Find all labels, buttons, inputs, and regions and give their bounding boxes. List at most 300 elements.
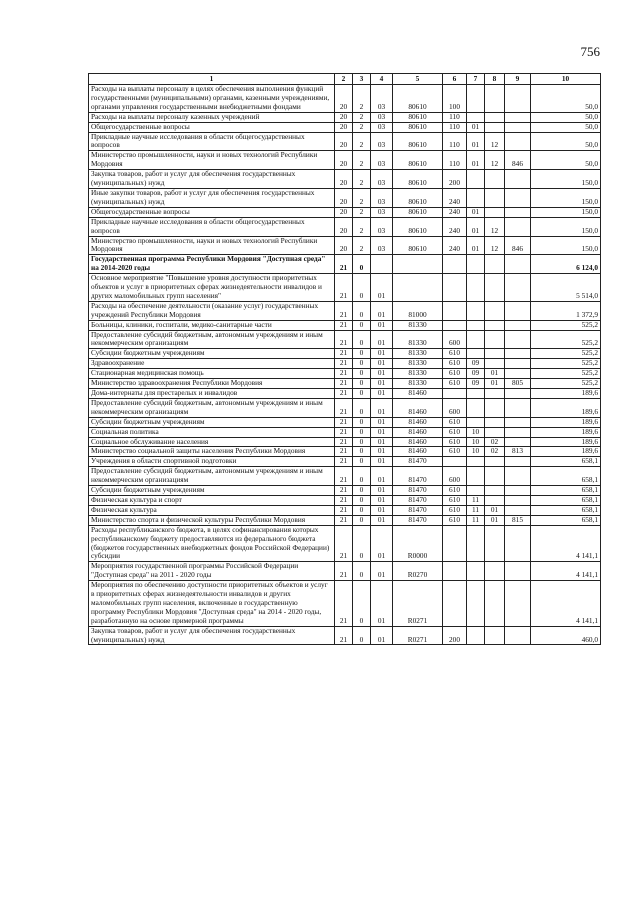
code-col-4: 03	[371, 85, 393, 113]
code-col-4: 03	[371, 132, 393, 151]
code-col-7: 11	[467, 515, 485, 525]
column-header: 6	[443, 74, 467, 85]
code-col-3: 0	[353, 447, 371, 457]
row-amount: 189,6	[531, 389, 601, 399]
code-col-2: 21	[335, 515, 353, 525]
column-header: 9	[505, 74, 531, 85]
table-row	[89, 417, 601, 427]
code-col-6: 100	[443, 85, 467, 113]
row-amount: 189,6	[531, 447, 601, 457]
table-row	[89, 320, 601, 330]
code-col-2: 21	[335, 562, 353, 581]
code-col-3: 0	[353, 369, 371, 379]
code-col-5: 81000	[393, 301, 443, 320]
code-col-6: 610	[443, 447, 467, 457]
code-col-8: 01	[485, 369, 505, 379]
code-col-7	[467, 486, 485, 496]
code-col-3: 0	[353, 515, 371, 525]
code-col-6: 600	[443, 398, 467, 417]
code-col-3: 2	[353, 112, 371, 122]
code-col-7	[467, 349, 485, 359]
code-col-4: 01	[371, 515, 393, 525]
code-col-8	[485, 457, 505, 467]
row-name: Министерство спорта и физической культуры Республики Мордовия	[89, 515, 335, 525]
code-col-9	[505, 274, 531, 302]
code-col-8	[485, 626, 505, 645]
row-amount: 658,1	[531, 495, 601, 505]
code-col-7: 01	[467, 151, 485, 170]
code-col-2: 20	[335, 151, 353, 170]
code-col-9	[505, 581, 531, 627]
code-col-6	[443, 581, 467, 627]
table-row	[89, 170, 601, 189]
row-name: Учреждения в области спортивной подготовки	[89, 457, 335, 467]
code-col-5: R0270	[393, 562, 443, 581]
code-col-7	[467, 85, 485, 113]
code-col-8	[485, 581, 505, 627]
row-amount: 460,0	[531, 626, 601, 645]
row-amount: 6 124,0	[531, 255, 601, 274]
code-col-9: 815	[505, 515, 531, 525]
code-col-6: 610	[443, 486, 467, 496]
code-col-2: 20	[335, 132, 353, 151]
code-col-8	[485, 359, 505, 369]
code-col-2: 21	[335, 437, 353, 447]
row-name: Предоставление субсидий бюджетным, автономным учреждениям и иным некоммерческим организациям	[89, 398, 335, 417]
row-name: Социальное обслуживание населения	[89, 437, 335, 447]
code-col-4: 01	[371, 398, 393, 417]
code-col-9	[505, 427, 531, 437]
code-col-5: 80610	[393, 236, 443, 255]
code-col-7: 01	[467, 122, 485, 132]
code-col-6	[443, 389, 467, 399]
row-amount: 50,0	[531, 85, 601, 113]
column-header: 5	[393, 74, 443, 85]
table-row	[89, 122, 601, 132]
code-col-7	[467, 467, 485, 486]
code-col-3: 2	[353, 151, 371, 170]
row-amount: 4 141,1	[531, 562, 601, 581]
code-col-9	[505, 369, 531, 379]
row-amount: 658,1	[531, 457, 601, 467]
column-header: 10	[531, 74, 601, 85]
column-header: 3	[353, 74, 371, 85]
table-row	[89, 255, 601, 274]
row-amount: 658,1	[531, 467, 601, 486]
table-row	[89, 236, 601, 255]
code-col-8: 02	[485, 437, 505, 447]
code-col-8	[485, 274, 505, 302]
row-amount: 150,0	[531, 217, 601, 236]
code-col-9	[505, 207, 531, 217]
code-col-7: 09	[467, 359, 485, 369]
code-col-9	[505, 389, 531, 399]
code-col-3: 0	[353, 457, 371, 467]
row-name: Предоставление субсидий бюджетным, автономным учреждениям и иным некоммерческим организациям	[89, 330, 335, 349]
table-row	[89, 495, 601, 505]
code-col-2: 21	[335, 495, 353, 505]
table-row	[89, 359, 601, 369]
code-col-9: 846	[505, 151, 531, 170]
column-header: 1	[89, 74, 335, 85]
code-col-2: 21	[335, 369, 353, 379]
row-name: Мероприятия по обеспечению доступности приоритетных объектов и услуг в приоритетных сферах жизнедеятельности инвалидов и других маломобильных групп населения, включенные в государственную программу Республики Мордовия "Доступная среда" на 2014 - 2020 годы, разработанную на основе примерной программы	[89, 581, 335, 627]
code-col-8	[485, 188, 505, 207]
row-amount: 5 514,0	[531, 274, 601, 302]
code-col-5: 81330	[393, 349, 443, 359]
code-col-7	[467, 301, 485, 320]
code-col-2: 21	[335, 349, 353, 359]
column-header: 7	[467, 74, 485, 85]
row-name: Расходы республиканского бюджета, в целях софинансирования которых республиканскому бюджету предоставляются из федерального бюджета (бюджетов государственных внебюджетных фондов Российской Федерации) субсидии	[89, 525, 335, 562]
row-amount: 189,6	[531, 398, 601, 417]
code-col-5: 81470	[393, 457, 443, 467]
code-col-3: 2	[353, 217, 371, 236]
table-row	[89, 457, 601, 467]
code-col-5: 80610	[393, 188, 443, 207]
row-name: Министерство здравоохранения Республики Мордовия	[89, 379, 335, 389]
code-col-8: 12	[485, 151, 505, 170]
row-name: Министерство промышленности, науки и новых технологий Республики Мордовия	[89, 151, 335, 170]
row-name: Стационарная медицинская помощь	[89, 369, 335, 379]
row-amount: 525,2	[531, 330, 601, 349]
row-name: Дома-интернаты для престарелых и инвалидов	[89, 389, 335, 399]
code-col-6: 110	[443, 112, 467, 122]
code-col-9	[505, 437, 531, 447]
row-amount: 189,6	[531, 427, 601, 437]
table-row	[89, 626, 601, 645]
code-col-2: 20	[335, 112, 353, 122]
code-col-3: 0	[353, 398, 371, 417]
code-col-8	[485, 301, 505, 320]
code-col-8	[485, 349, 505, 359]
code-col-4: 01	[371, 417, 393, 427]
code-col-6: 610	[443, 369, 467, 379]
code-col-9	[505, 330, 531, 349]
code-col-2: 21	[335, 301, 353, 320]
code-col-4: 03	[371, 236, 393, 255]
row-amount: 658,1	[531, 515, 601, 525]
table-row	[89, 151, 601, 170]
code-col-8	[485, 525, 505, 562]
code-col-3: 0	[353, 379, 371, 389]
code-col-5: 80610	[393, 132, 443, 151]
table-row	[89, 447, 601, 457]
code-col-8	[485, 85, 505, 113]
code-col-9	[505, 188, 531, 207]
row-name: Закупка товаров, работ и услуг для обеспечения государственных (муниципальных) нужд	[89, 170, 335, 189]
code-col-4: 01	[371, 495, 393, 505]
code-col-6	[443, 562, 467, 581]
code-col-6: 600	[443, 330, 467, 349]
code-col-3: 2	[353, 132, 371, 151]
budget-table	[88, 73, 601, 645]
code-col-5: 80610	[393, 122, 443, 132]
row-amount: 525,2	[531, 320, 601, 330]
code-col-3: 2	[353, 85, 371, 113]
code-col-2: 21	[335, 581, 353, 627]
code-col-4: 01	[371, 330, 393, 349]
code-col-3: 0	[353, 437, 371, 447]
table-row	[89, 515, 601, 525]
table-row	[89, 562, 601, 581]
table-row	[89, 112, 601, 122]
row-name: Основное мероприятие "Повышение уровня доступности приоритетных объектов и услуг в приоритетных сферах жизнедеятельности инвалидов и других маломобильных групп населения"	[89, 274, 335, 302]
code-col-3: 2	[353, 170, 371, 189]
table-header-row	[89, 74, 601, 85]
code-col-9	[505, 417, 531, 427]
code-col-3: 2	[353, 188, 371, 207]
code-col-7	[467, 398, 485, 417]
code-col-6: 610	[443, 349, 467, 359]
code-col-2: 21	[335, 417, 353, 427]
code-col-8	[485, 112, 505, 122]
code-col-7: 10	[467, 437, 485, 447]
code-col-5: 81470	[393, 495, 443, 505]
code-col-9	[505, 132, 531, 151]
code-col-6: 240	[443, 207, 467, 217]
code-col-3: 0	[353, 495, 371, 505]
row-name: Субсидии бюджетным учреждениям	[89, 417, 335, 427]
code-col-3: 0	[353, 301, 371, 320]
code-col-5: 81460	[393, 417, 443, 427]
code-col-2: 20	[335, 122, 353, 132]
code-col-3: 0	[353, 467, 371, 486]
code-col-8	[485, 427, 505, 437]
code-col-4	[371, 255, 393, 274]
code-col-9	[505, 217, 531, 236]
code-col-3: 0	[353, 626, 371, 645]
code-col-2: 20	[335, 188, 353, 207]
code-col-5: R0271	[393, 626, 443, 645]
code-col-9	[505, 467, 531, 486]
code-col-5: 80610	[393, 217, 443, 236]
code-col-3: 2	[353, 122, 371, 132]
code-col-6: 610	[443, 437, 467, 447]
code-col-4: 01	[371, 274, 393, 302]
code-col-4: 03	[371, 112, 393, 122]
code-col-4: 01	[371, 562, 393, 581]
code-col-9	[505, 170, 531, 189]
code-col-7	[467, 112, 485, 122]
code-col-6: 110	[443, 122, 467, 132]
code-col-5: 80610	[393, 207, 443, 217]
page-number: 756	[580, 44, 600, 59]
code-col-4: 01	[371, 349, 393, 359]
row-amount: 150,0	[531, 188, 601, 207]
row-name: Расходы на обеспечение деятельности (оказание услуг) государственных учреждений Республики Мордовия	[89, 301, 335, 320]
code-col-9	[505, 85, 531, 113]
row-amount: 50,0	[531, 112, 601, 122]
code-col-5: 81460	[393, 427, 443, 437]
budget-table-container	[88, 73, 600, 645]
row-amount: 50,0	[531, 151, 601, 170]
code-col-8	[485, 170, 505, 189]
code-col-3: 0	[353, 427, 371, 437]
code-col-2: 21	[335, 505, 353, 515]
code-col-9	[505, 505, 531, 515]
code-col-6: 600	[443, 467, 467, 486]
code-col-7	[467, 389, 485, 399]
code-col-2: 21	[335, 626, 353, 645]
table-row	[89, 379, 601, 389]
code-col-7	[467, 457, 485, 467]
code-col-8	[485, 330, 505, 349]
code-col-6: 610	[443, 495, 467, 505]
code-col-8	[485, 467, 505, 486]
code-col-4: 01	[371, 379, 393, 389]
table-row	[89, 349, 601, 359]
code-col-8: 12	[485, 236, 505, 255]
code-col-6: 610	[443, 359, 467, 369]
table-row	[89, 188, 601, 207]
row-amount: 1 372,9	[531, 301, 601, 320]
row-amount: 150,0	[531, 207, 601, 217]
code-col-6: 610	[443, 417, 467, 427]
code-col-5: 80610	[393, 85, 443, 113]
code-col-7: 11	[467, 505, 485, 515]
row-name: Субсидии бюджетным учреждениям	[89, 349, 335, 359]
row-name: Иные закупки товаров, работ и услуг для обеспечения государственных (муниципальных) нужд	[89, 188, 335, 207]
code-col-8: 12	[485, 132, 505, 151]
code-col-8	[485, 122, 505, 132]
code-col-2: 20	[335, 236, 353, 255]
code-col-9	[505, 398, 531, 417]
code-col-3: 0	[353, 359, 371, 369]
code-col-4: 01	[371, 301, 393, 320]
code-col-5: 81460	[393, 437, 443, 447]
code-col-5: 81460	[393, 398, 443, 417]
table-row	[89, 437, 601, 447]
row-name: Министерство социальной защиты населения Республики Мордовия	[89, 447, 335, 457]
code-col-6: 240	[443, 188, 467, 207]
code-col-4: 01	[371, 525, 393, 562]
code-col-8	[485, 207, 505, 217]
code-col-8: 01	[485, 379, 505, 389]
code-col-3: 0	[353, 562, 371, 581]
code-col-4: 01	[371, 320, 393, 330]
table-row	[89, 330, 601, 349]
row-name: Расходы на выплаты персоналу в целях обеспечения выполнения функций государственными (муниципальными) органами, казенными учреждениями, органами управления государственными внебюджетными фондами	[89, 85, 335, 113]
row-amount: 525,2	[531, 349, 601, 359]
row-amount: 658,1	[531, 505, 601, 515]
code-col-9	[505, 301, 531, 320]
code-col-5: 81330	[393, 369, 443, 379]
code-col-5: 81330	[393, 379, 443, 389]
code-col-7: 01	[467, 132, 485, 151]
code-col-7: 01	[467, 236, 485, 255]
code-col-5: 81330	[393, 359, 443, 369]
code-col-6	[443, 525, 467, 562]
code-col-7	[467, 255, 485, 274]
code-col-6	[443, 457, 467, 467]
code-col-8	[485, 255, 505, 274]
code-col-5: 80610	[393, 170, 443, 189]
code-col-7	[467, 581, 485, 627]
code-col-7	[467, 525, 485, 562]
code-col-5	[393, 274, 443, 302]
code-col-5: R0271	[393, 581, 443, 627]
row-amount: 525,2	[531, 369, 601, 379]
code-col-2: 21	[335, 320, 353, 330]
code-col-9	[505, 112, 531, 122]
code-col-8	[485, 495, 505, 505]
code-col-9	[505, 495, 531, 505]
code-col-3: 0	[353, 417, 371, 427]
code-col-8: 02	[485, 447, 505, 457]
code-col-6	[443, 301, 467, 320]
code-col-2: 21	[335, 389, 353, 399]
row-amount: 4 141,1	[531, 581, 601, 627]
code-col-7	[467, 562, 485, 581]
code-col-5: R0000	[393, 525, 443, 562]
table-row	[89, 132, 601, 151]
code-col-6: 240	[443, 236, 467, 255]
row-name: Субсидии бюджетным учреждениям	[89, 486, 335, 496]
row-amount: 4 141,1	[531, 525, 601, 562]
code-col-6	[443, 255, 467, 274]
column-header: 4	[371, 74, 393, 85]
code-col-2: 21	[335, 486, 353, 496]
code-col-9	[505, 122, 531, 132]
row-name: Прикладные научные исследования в области общегосударственных вопросов	[89, 217, 335, 236]
code-col-7: 10	[467, 447, 485, 457]
row-name: Общегосударственные вопросы	[89, 122, 335, 132]
row-name: Больницы, клиники, госпитали, медико-санитарные части	[89, 320, 335, 330]
table-body	[89, 85, 601, 645]
code-col-4: 01	[371, 581, 393, 627]
code-col-4: 01	[371, 626, 393, 645]
code-col-8	[485, 486, 505, 496]
code-col-4: 03	[371, 170, 393, 189]
code-col-3: 2	[353, 236, 371, 255]
code-col-2: 20	[335, 207, 353, 217]
code-col-7: 09	[467, 369, 485, 379]
code-col-2: 21	[335, 330, 353, 349]
code-col-7: 11	[467, 495, 485, 505]
code-col-6	[443, 274, 467, 302]
code-col-7	[467, 330, 485, 349]
code-col-3: 0	[353, 330, 371, 349]
code-col-6: 610	[443, 515, 467, 525]
code-col-2: 21	[335, 427, 353, 437]
code-col-2: 21	[335, 274, 353, 302]
table-row	[89, 486, 601, 496]
code-col-5: 81330	[393, 320, 443, 330]
table-row	[89, 207, 601, 217]
row-amount: 50,0	[531, 122, 601, 132]
code-col-2: 20	[335, 85, 353, 113]
code-col-5: 81470	[393, 486, 443, 496]
code-col-4: 03	[371, 217, 393, 236]
code-col-9	[505, 457, 531, 467]
code-col-3: 0	[353, 255, 371, 274]
code-col-7	[467, 170, 485, 189]
code-col-4: 01	[371, 427, 393, 437]
code-col-8: 12	[485, 217, 505, 236]
code-col-2: 21	[335, 457, 353, 467]
table-row	[89, 467, 601, 486]
row-amount: 525,2	[531, 379, 601, 389]
code-col-9	[505, 349, 531, 359]
row-amount: 150,0	[531, 170, 601, 189]
row-name: Физическая культура и спорт	[89, 495, 335, 505]
code-col-5: 81470	[393, 505, 443, 515]
table-row	[89, 581, 601, 627]
table-row	[89, 369, 601, 379]
table-row	[89, 505, 601, 515]
code-col-4: 01	[371, 486, 393, 496]
